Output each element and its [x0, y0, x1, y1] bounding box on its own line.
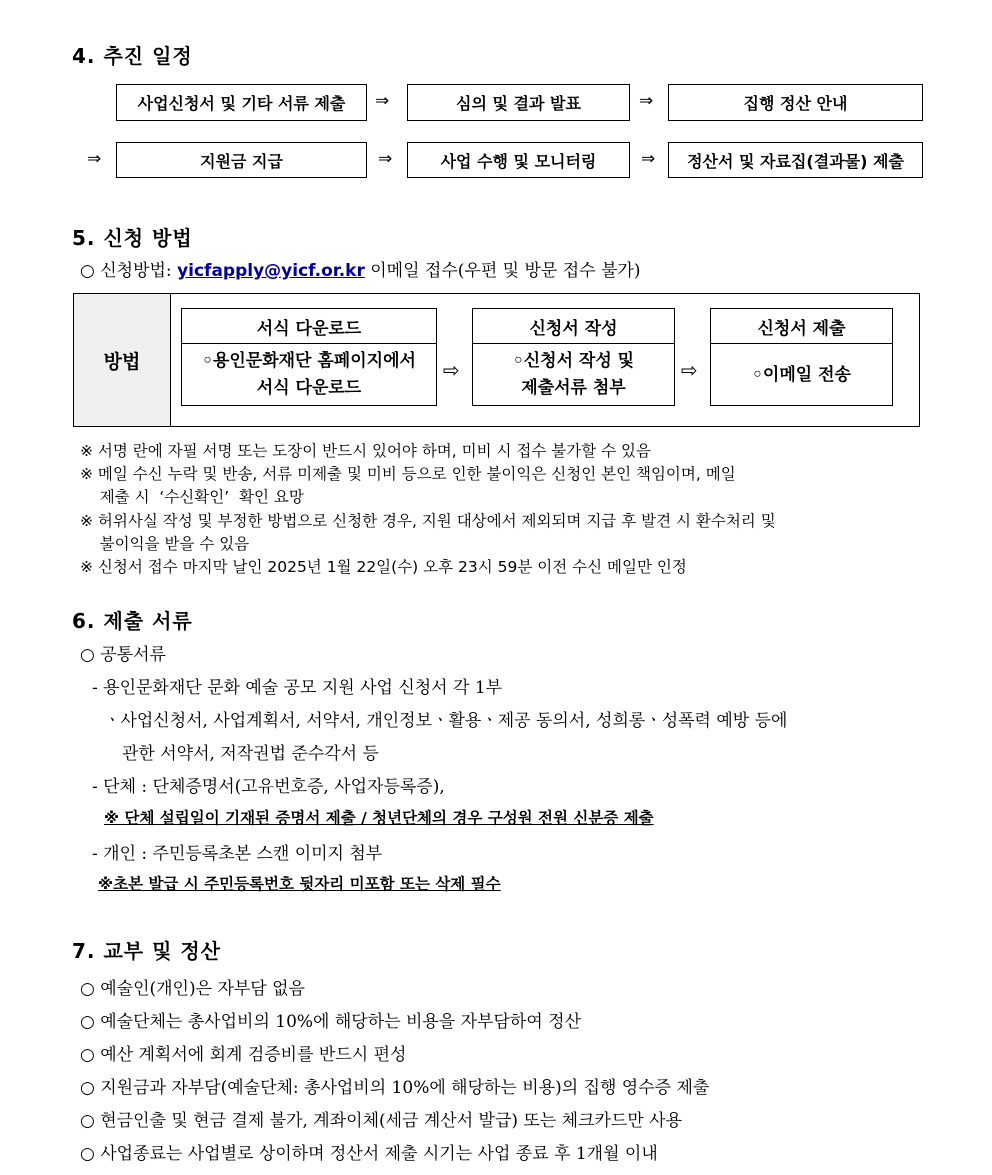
note-line: ※ 신청서 접수 마지막 날인 2025년 1월 22일(수) 오후 23시 59분 이전 수신 메일만 인정 — [80, 558, 687, 576]
step-title: 신청서 제출 — [711, 309, 892, 344]
step-title: 신청서 작성 — [473, 309, 674, 344]
list-item: - 단체 : 단체증명서(고유번호증, 사업자등록증), — [92, 777, 445, 797]
step-submit — [710, 308, 893, 406]
step-body-line: ◦신청서 작성 및 — [512, 351, 635, 371]
list-item: ○ 예술인(개인)은 자부담 없음 — [80, 979, 305, 999]
hollow-arrow-icon: ⇨ — [681, 358, 698, 382]
section6-heading: 6. 제출 서류 — [72, 609, 193, 633]
step-download — [181, 308, 437, 406]
list-item: ○ 현금인출 및 현금 결제 불가, 계좌이체(세금 계산서 발급) 또는 체크카드만 사용 — [80, 1111, 683, 1131]
arrow-icon: ⇒ — [639, 91, 654, 111]
method-line — [80, 256, 640, 281]
section4-heading: 4. 추진 일정 — [72, 44, 193, 68]
schedule-step-review: 심의 및 결과 발표 — [407, 84, 630, 121]
step-title: 서식 다운로드 — [182, 309, 436, 344]
arrow-icon: ⇒ — [375, 91, 390, 111]
hollow-arrow-icon: ⇨ — [443, 358, 460, 382]
schedule-step-grant: 지원금 지급 — [116, 142, 367, 178]
step-body-line: 서식 다운로드 — [256, 378, 362, 398]
method-prefix: ○ 신청방법: — [80, 261, 178, 281]
list-item: 관한 서약서, 저작권법 준수각서 등 — [122, 744, 379, 764]
section7-heading: 7. 교부 및 정산 — [72, 939, 222, 963]
step-body-line: ◦이메일 전송 — [752, 364, 851, 385]
note-line: ※ 허위사실 작성 및 부정한 방법으로 신청한 경우, 지원 대상에서 제외되며 지급 후 발견 시 환수처리 및 — [80, 512, 776, 530]
step-body — [473, 344, 674, 406]
note-line: 제출 시 ‘수신확인’ 확인 요망 — [80, 488, 304, 506]
list-item: - 개인 : 주민등록초본 스캔 이미지 첨부 — [92, 844, 383, 864]
list-item: ○ 예술단체는 총사업비의 10%에 해당하는 비용을 자부담하여 정산 — [80, 1012, 581, 1032]
list-item: ○ 사업종료는 사업별로 상이하며 정산서 제출 시기는 사업 종료 후 1개월 이내 — [80, 1144, 658, 1164]
method-suffix: 이메일 접수(우편 및 방문 접수 불가) — [364, 261, 641, 281]
step-body — [182, 344, 436, 406]
section5-heading: 5. 신청 방법 — [72, 226, 193, 250]
email-link[interactable]: yicfapply@yicf.or.kr — [177, 261, 365, 281]
method-label: 방법 — [74, 294, 171, 426]
emphasis-note: ※ 단체 설립일이 기재된 증명서 제출 / 청년단체의 경우 구성원 전원 신분증 제출 — [104, 809, 654, 827]
note-line: ※ 메일 수신 누락 및 반송, 서류 미제출 및 미비 등으로 인한 불이익은 신청인 본인 책임이며, 메일 — [80, 465, 736, 483]
step-body-line: 제출서류 첨부 — [521, 378, 626, 398]
arrow-icon: ⇒ — [641, 149, 656, 169]
step-write — [472, 308, 675, 406]
arrow-icon: ⇒ — [87, 149, 102, 169]
list-item: ㆍ사업신청서, 사업계획서, 서약서, 개인정보ㆍ활용ㆍ제공 동의서, 성희롱ㆍ성폭력 예방 등에 — [104, 711, 788, 731]
arrow-icon: ⇒ — [378, 149, 393, 169]
list-item: - 용인문화재단 문화 예술 공모 지원 사업 신청서 각 1부 — [92, 678, 503, 698]
emphasis-note: ※초본 발급 시 주민등록번호 뒷자리 미포함 또는 삭제 필수 — [98, 875, 501, 893]
list-item: ○ 예산 계획서에 회계 검증비를 반드시 편성 — [80, 1045, 407, 1065]
note-line: 불이익을 받을 수 있음 — [80, 535, 250, 553]
schedule-step-submit: 사업신청서 및 기타 서류 제출 — [116, 84, 367, 121]
schedule-step-settlement: 정산서 및 자료집(결과물) 제출 — [668, 142, 923, 178]
step-body — [711, 344, 892, 406]
note-line: ※ 서명 란에 자필 서명 또는 도장이 반드시 있어야 하며, 미비 시 접수 불가할 수 있음 — [80, 442, 651, 460]
list-item: ○ 공통서류 — [80, 645, 166, 665]
method-table — [73, 293, 920, 427]
list-item: ○ 지원금과 자부담(예술단체: 총사업비의 10%에 해당하는 비용)의 집행 영수증 제출 — [80, 1078, 710, 1098]
step-body-line: ◦용인문화재단 홈페이지에서 — [202, 351, 416, 371]
schedule-step-guide: 집행 정산 안내 — [668, 84, 923, 121]
schedule-step-monitoring: 사업 수행 및 모니터링 — [407, 142, 630, 178]
